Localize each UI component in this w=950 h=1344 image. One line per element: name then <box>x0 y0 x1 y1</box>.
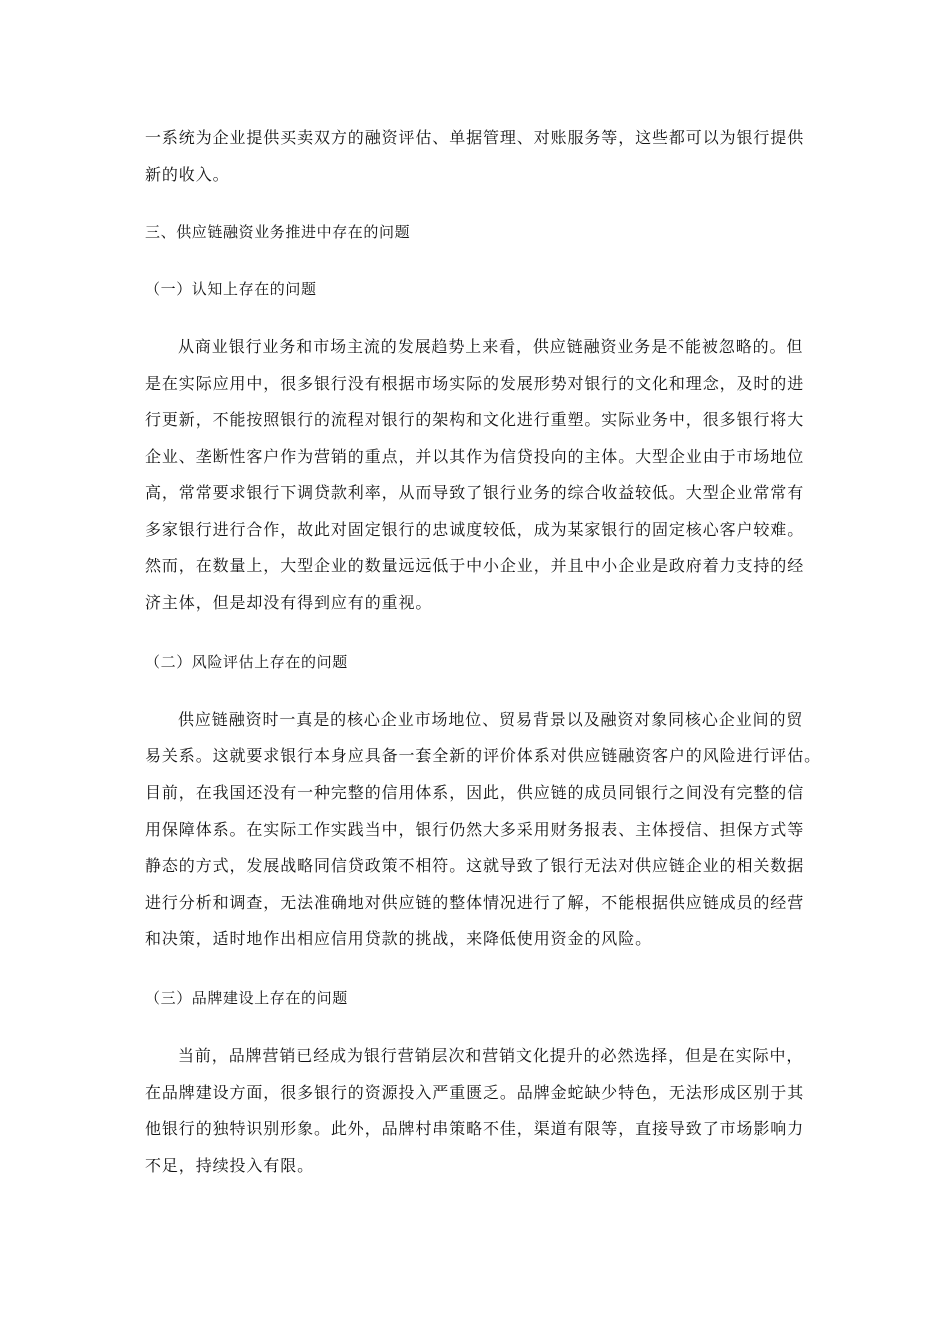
subsection-2-line-1: 供应链融资时一真是的核心企业市场地位、贸易背景以及融资对象同核心企业间的贸 <box>178 710 804 729</box>
subsection-2-line-7: 和决策，适时地作出相应信用贷款的挑战，来降低使用资金的风险。 <box>145 929 653 948</box>
intro-line-1: 一系统为企业提供买卖双方的融资评估、单据管理、对账服务等，这些都可以为银行提供 <box>145 128 805 147</box>
subsection-2-line-3: 目前，在我国还没有一种完整的信用体系，因此，供应链的成员同银行之间没有完整的信 <box>145 783 805 802</box>
subsection-2-line-6: 进行分析和调查，无法准确地对供应链的整体情况进行了解，不能根据供应链成员的经营 <box>145 893 805 912</box>
subsection-1-line-3: 行更新，不能按照银行的流程对银行的架构和文化进行重塑。实际业务中，很多银行将大 <box>145 410 805 429</box>
subsection-3-line-2: 在品牌建设方面，很多银行的资源投入严重匮乏。品牌金蛇缺少特色，无法形成区别于其 <box>145 1083 805 1102</box>
subsection-3-line-1: 当前，品牌营销已经成为银行营销层次和营销文化提升的必然选择，但是在实际中， <box>178 1046 804 1065</box>
subsection-2-line-4: 用保障体系。在实际工作实践当中，银行仍然大多采用财务报表、主体授信、担保方式等 <box>145 820 805 839</box>
section-heading: 三、供应链融资业务推进中存在的问题 <box>145 223 411 241</box>
subsection-3-line-4: 不足，持续投入有限。 <box>145 1156 315 1175</box>
subsection-3-line-3: 他银行的独特识别形象。此外，品牌村串策略不佳，渠道有限等，直接导致了市场影响力 <box>145 1119 805 1138</box>
subsection-2-line-2: 易关系。这就要求银行本身应具备一套全新的评价体系对供应链融资客户的风险进行评估。 <box>145 746 822 765</box>
subsection-1-line-7: 然而，在数量上，大型企业的数量远远低于中小企业，并且中小企业是政府着力支持的经 <box>145 556 805 575</box>
subsection-1-line-1: 从商业银行业务和市场主流的发展趋势上来看，供应链融资业务是不能被忽略的。但 <box>178 337 804 356</box>
subsection-1-line-5: 高，常常要求银行下调贷款利率，从而导致了银行业务的综合收益较低。大型企业常常有 <box>145 483 805 502</box>
subsection-heading-3: （三）品牌建设上存在的问题 <box>145 989 348 1007</box>
subsection-heading-1: （一）认知上存在的问题 <box>145 280 317 298</box>
subsection-1-line-2: 是在实际应用中，很多银行没有根据市场实际的发展形势对银行的文化和理念，及时的进 <box>145 374 805 393</box>
intro-line-2: 新的收入。 <box>145 165 230 184</box>
subsection-1-line-4: 企业、垄断性客户作为营销的重点，并以其作为信贷投向的主体。大型企业由于市场地位 <box>145 447 805 466</box>
subsection-heading-2: （二）风险评估上存在的问题 <box>145 653 348 671</box>
subsection-1-line-6: 多家银行进行合作，故此对固定银行的忠诚度较低，成为某家银行的固定核心客户较难。 <box>145 520 805 539</box>
subsection-1-line-8: 济主体，但是却没有得到应有的重视。 <box>145 593 433 612</box>
subsection-2-line-5: 静态的方式，发展战略同信贷政策不相符。这就导致了银行无法对供应链企业的相关数据 <box>145 856 805 875</box>
